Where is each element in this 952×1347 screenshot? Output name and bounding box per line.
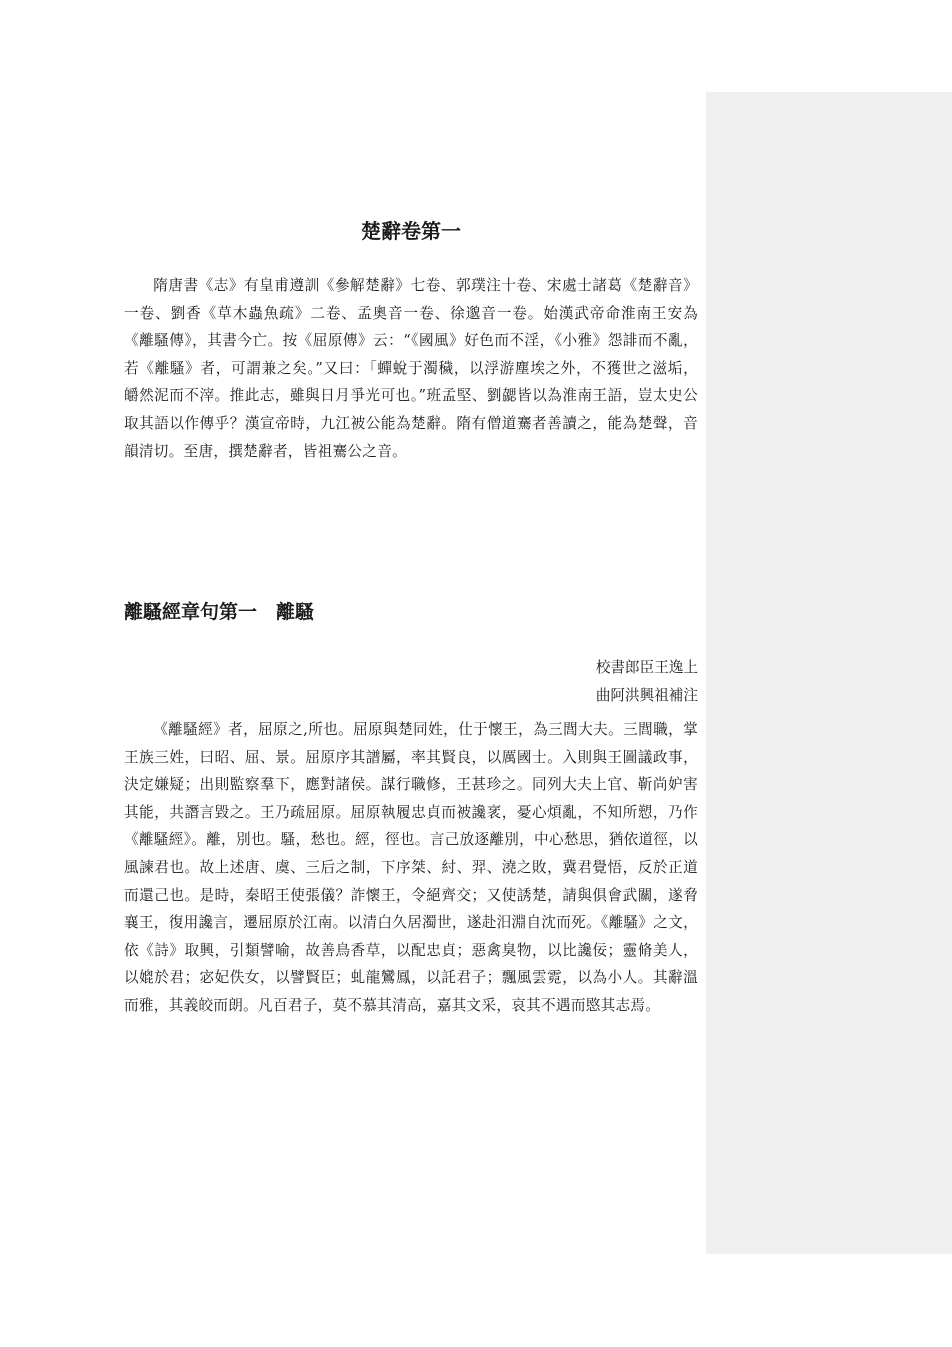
document-title: 楚辭卷第一	[361, 219, 461, 243]
intro-paragraph: 隋唐書《志》有皇甫遵訓《參解楚辭》七卷、郭璞注十卷、宋處士諸葛《楚辭音》一卷、劉香《草木蟲魚疏》二卷、孟奧音一卷、徐邈音一卷。始漢武帝命淮南王安為《離騷傳》，其書今亡。按《屈原傳》云：“《國風》好色而不淫，《小雅》怨誹而不亂，若《離騷》者，可謂兼之矣。”又曰：「蟬蛻于濁穢，以浮游塵埃之外，不獲世之滋垢，皭然泥而不滓。推此志，雖與日月爭光可也。”班孟堅、劉勰皆以為淮南王語，豈太史公取其語以作傳乎？漢宣帝時，九江被公能為楚辭。隋有僧道騫者善讀之，能為楚聲，音韻清切。至唐，撰楚辭者，皆祖騫公之音。	[124, 277, 698, 460]
comment-margin-pane	[706, 92, 952, 1254]
section-heading: 離騷經章句第一 離騷	[124, 601, 315, 623]
main-paragraph: 《離騷經》者，屈原之,所也。屈原與楚同姓，仕于懷王，為三閭大夫。三閭職，掌王族三姓，曰昭、屈、景。屈原序其譜屬，率其賢良，以厲國士。入則與王圖議政事，決定嫌疑；出則監察羣下，應對諸侯。謀行職修，王甚珍之。同列大夫上官、靳尚妒害其能，共譖言毀之。王乃疏屈原。屈原執履忠貞而被讒衺，憂心煩亂，不知所愬，乃作《離騷經》。離，別也。騷，愁也。經，徑也。言己放逐離別，中心愁思，猶依道徑，以風諫君也。故上述唐、虞、三后之制，下序桀、紂、羿、澆之敗，冀君覺悟，反於正道而還己也。是時，秦昭王使張儀？詐懷王，令絕齊交；又使誘楚，請與俱會武關，遂脅襄王，復用讒言，遷屈原於江南。以清白久居濁世，遂赴汨淵自沈而死。《離騷》之文，依《詩》取興，引類譬喻，故善鳥香草，以配忠貞；惡禽臭物，以比讒佞；靈脩美人，以媲於君；宓妃佚女，以譬賢臣；虬龍鸞鳳，以託君子；飄風雲霓，以為小人。其辭溫而雅，其義皎而朗。凡百君子，莫不慕其清高，嘉其文采，哀其不遇而愍其志焉。	[124, 721, 698, 1014]
author-line-commentator: 校書郎臣王逸上	[595, 659, 698, 676]
author-line-annotator: 曲阿洪興祖補注	[595, 687, 698, 704]
